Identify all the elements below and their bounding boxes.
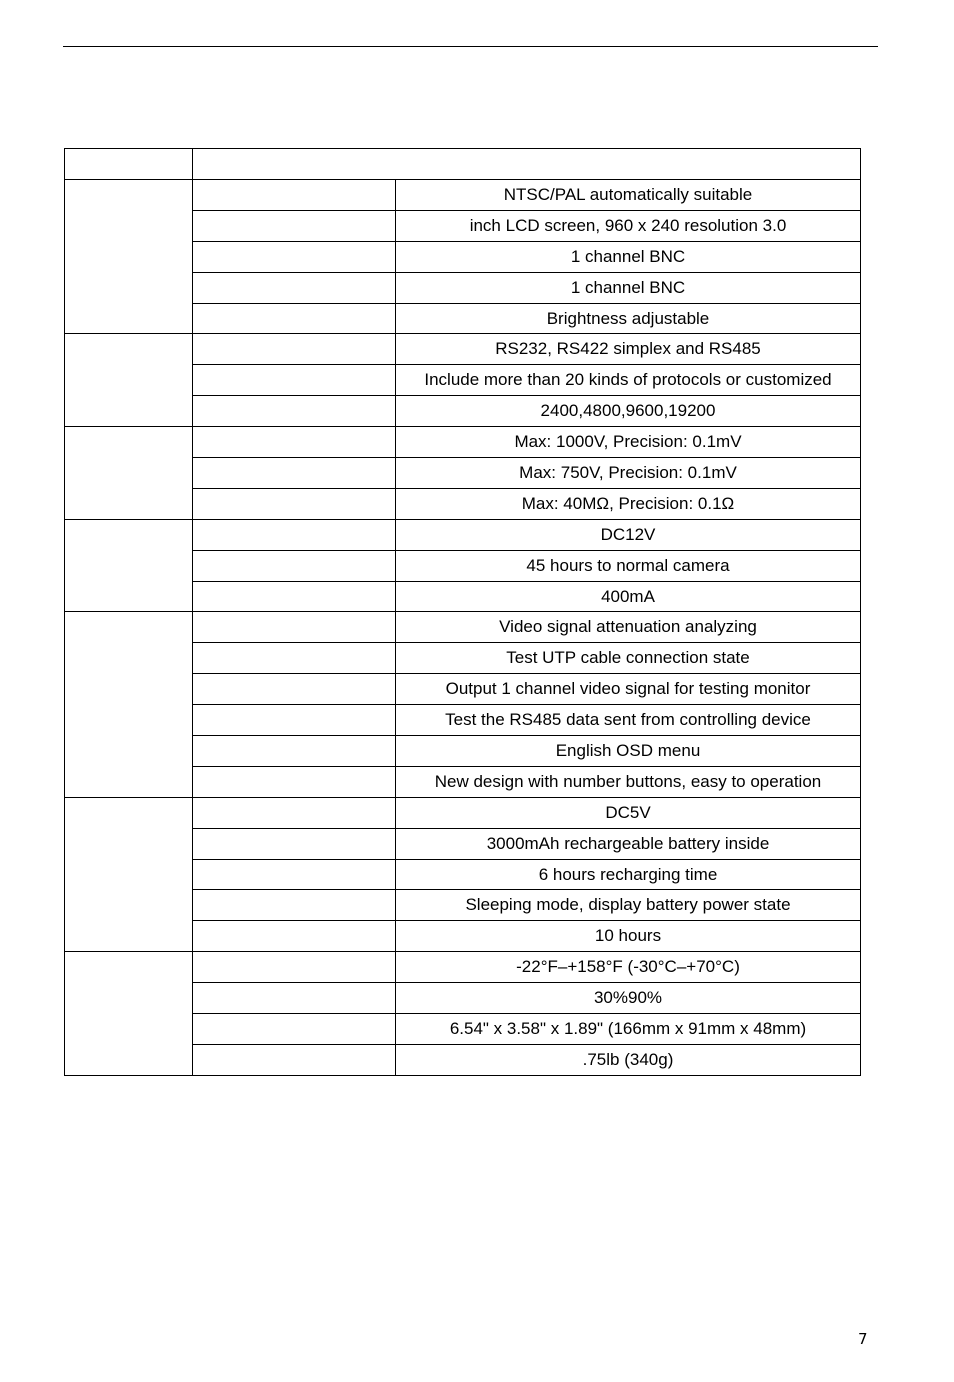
value-cell: RS232, RS422 simplex and RS485 [396,334,861,365]
value-cell: 2400,4800,9600,19200 [396,396,861,427]
header-cell-category [65,149,193,180]
value-cell: 6.54" x 3.58" x 1.89" (166mm x 91mm x 48mm) [396,1014,861,1045]
value-cell: Output 1 channel video signal for testing monitor [396,674,861,705]
value-cell: 1 channel BNC [396,272,861,303]
value-cell: DC12V [396,519,861,550]
category-cell [65,427,193,520]
value-cell: 3000mAh rechargeable battery inside [396,828,861,859]
table-row [65,797,861,828]
value-cell: 1 channel BNC [396,241,861,272]
value-cell: 30%90% [396,983,861,1014]
specification-table [64,148,861,1076]
item-cell [193,890,396,921]
item-cell [193,674,396,705]
item-cell [193,458,396,489]
table-row [65,952,861,983]
item-cell [193,859,396,890]
value-cell: .75lb (340g) [396,1044,861,1075]
header-cell-spec [193,149,861,180]
value-cell: New design with number buttons, easy to operation [396,766,861,797]
category-cell [65,334,193,427]
value-cell: Video signal attenuation analyzing [396,612,861,643]
item-cell [193,766,396,797]
value-cell: 45 hours to normal camera [396,550,861,581]
value-cell: DC5V [396,797,861,828]
item-cell [193,210,396,241]
value-cell: -22°F–+158°F (-30°C–+70°C) [396,952,861,983]
item-cell [193,365,396,396]
item-cell [193,828,396,859]
item-cell [193,736,396,767]
category-cell [65,180,193,334]
item-cell [193,952,396,983]
table-row [65,334,861,365]
item-cell [193,921,396,952]
table-row [65,180,861,211]
table-row [65,519,861,550]
item-cell [193,180,396,211]
value-cell: NTSC/PAL automatically suitable [396,180,861,211]
value-cell: Max: 1000V, Precision: 0.1mV [396,427,861,458]
value-cell: Sleeping mode, display battery power state [396,890,861,921]
item-cell [193,272,396,303]
item-cell [193,488,396,519]
item-cell [193,334,396,365]
value-cell: Brightness adjustable [396,303,861,334]
item-cell [193,303,396,334]
header-rule [63,46,878,47]
table-row [65,612,861,643]
table-row [65,427,861,458]
value-cell: Max: 40MΩ, Precision: 0.1Ω [396,488,861,519]
item-cell [193,705,396,736]
table-header-row [65,149,861,180]
item-cell [193,550,396,581]
item-cell [193,581,396,612]
value-cell: English OSD menu [396,736,861,767]
item-cell [193,983,396,1014]
value-cell: 6 hours recharging time [396,859,861,890]
item-cell [193,643,396,674]
item-cell [193,612,396,643]
item-cell [193,241,396,272]
item-cell [193,519,396,550]
item-cell [193,797,396,828]
value-cell: Test UTP cable connection state [396,643,861,674]
category-cell [65,612,193,797]
value-cell: 400mA [396,581,861,612]
value-cell: inch LCD screen, 960 x 240 resolution 3.0 [396,210,861,241]
category-cell [65,952,193,1076]
page-number: 7 [858,1330,868,1348]
value-cell: 10 hours [396,921,861,952]
item-cell [193,1014,396,1045]
value-cell: Max: 750V, Precision: 0.1mV [396,458,861,489]
value-cell: Include more than 20 kinds of protocols or customized [396,365,861,396]
category-cell [65,519,193,612]
item-cell [193,427,396,458]
category-cell [65,797,193,951]
item-cell [193,1044,396,1075]
item-cell [193,396,396,427]
value-cell: Test the RS485 data sent from controlling device [396,705,861,736]
